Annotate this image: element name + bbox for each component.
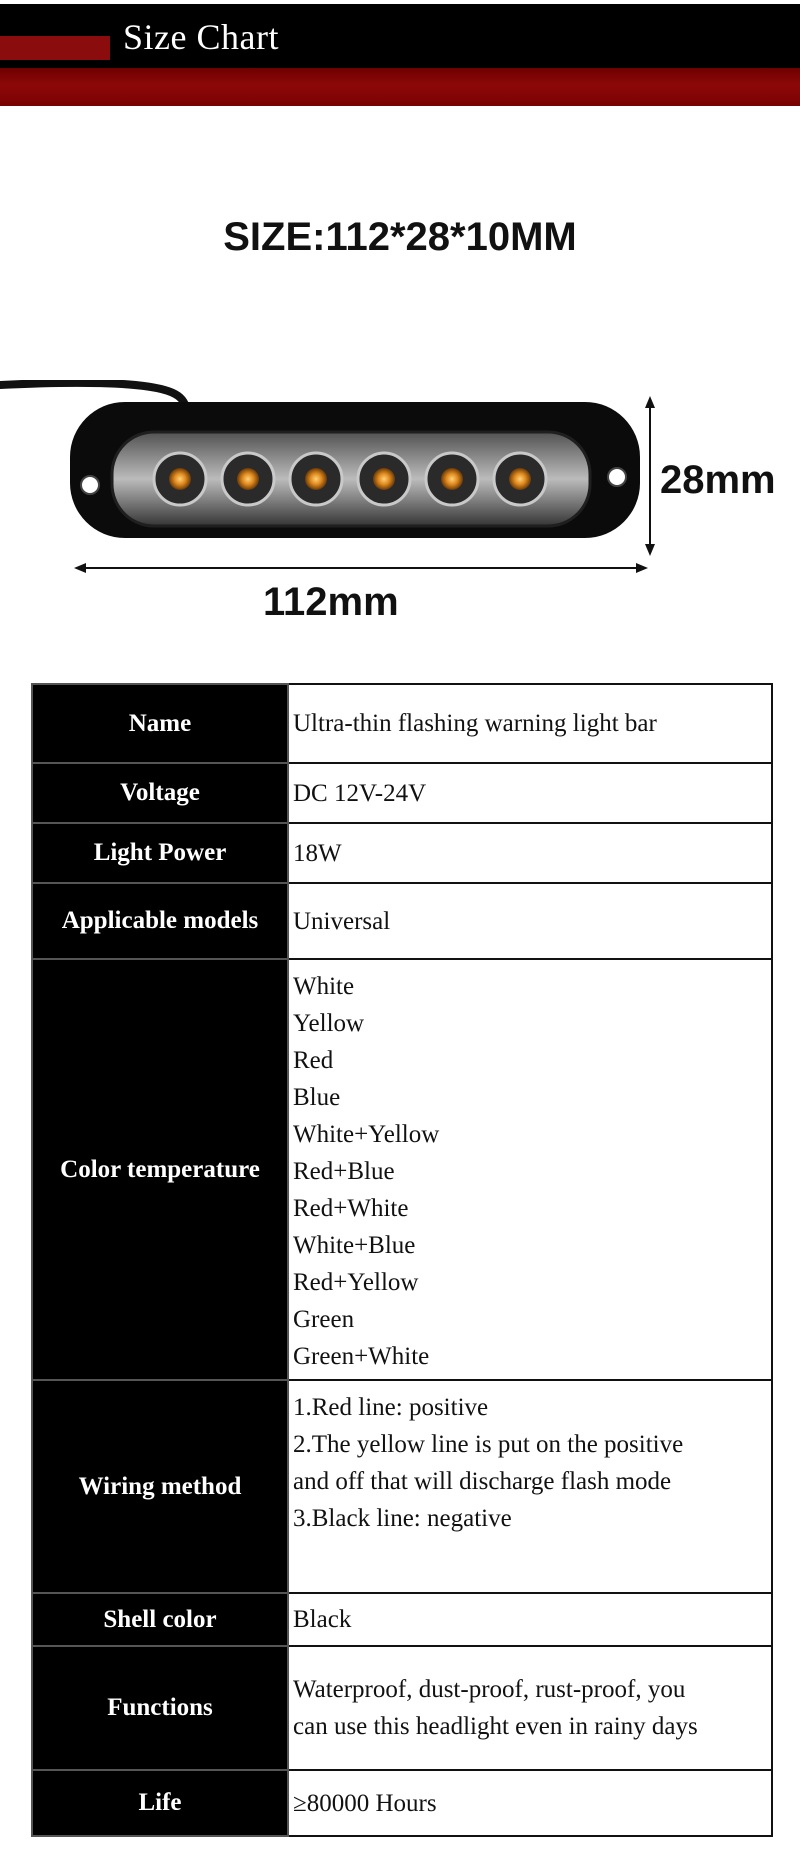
spec-value-line: Ultra-thin flashing warning light bar (293, 710, 657, 737)
spec-value-line: Green (293, 1306, 355, 1333)
spec-row-applicable-models (32, 883, 772, 959)
spec-value-line: Black (293, 1606, 352, 1633)
spec-value (288, 1380, 772, 1593)
spec-value-line: 18W (293, 839, 342, 867)
spec-label: Color temperature (32, 959, 288, 1380)
spec-row-functions (32, 1646, 772, 1770)
spec-value-line: Universal (293, 907, 391, 935)
spec-label: Applicable models (32, 883, 288, 959)
spec-value-line: Red+Blue (293, 1158, 395, 1185)
led-chip (305, 468, 327, 490)
spec-value (288, 1646, 772, 1770)
header-banner (0, 0, 800, 106)
spec-label: Name (32, 684, 288, 763)
spec-value (288, 1593, 772, 1646)
spec-value (288, 1770, 772, 1836)
size-heading: SIZE:112*28*10MM (223, 215, 577, 259)
spec-value (288, 883, 772, 959)
spec-row-shell-color (32, 1593, 772, 1646)
mounting-hole-right (608, 468, 626, 486)
spec-table (31, 683, 773, 1837)
spec-value-line: ≥80000 Hours (293, 1789, 437, 1817)
banner-red-band (0, 68, 800, 106)
spec-label: Shell color (32, 1593, 288, 1646)
spec-value-line: White+Yellow (293, 1121, 440, 1148)
spec-value-line: White (293, 973, 355, 1000)
spec-value (288, 823, 772, 883)
spec-row-wiring-method (32, 1380, 772, 1593)
height-dimension-label: 28mm (660, 458, 776, 502)
banner-title: Size Chart (123, 17, 279, 57)
banner-red-accent (0, 36, 110, 60)
spec-value-line: Waterproof, dust-proof, rust-proof, you (293, 1676, 686, 1703)
spec-value-line: and off that will discharge flash mode (293, 1468, 672, 1495)
spec-value-line: DC 12V-24V (293, 779, 427, 807)
spec-value-line: White+Blue (293, 1232, 416, 1259)
banner-black-band (0, 4, 800, 68)
width-dimension-label: 112mm (263, 580, 399, 624)
spec-row-color-temperature (32, 959, 772, 1380)
led-chip (441, 468, 463, 490)
spec-value-line: 3.Black line: negative (293, 1505, 512, 1532)
spec-value-line: can use this headlight even in rainy days (293, 1713, 698, 1740)
led-chip (509, 468, 531, 490)
spec-row-voltage (32, 763, 772, 823)
led-chip (373, 468, 395, 490)
mounting-hole-left (81, 476, 99, 494)
spec-value-line: Red+White (293, 1195, 409, 1222)
spec-row-name (32, 684, 772, 763)
spec-value-line: Blue (293, 1084, 341, 1111)
spec-label: Light Power (32, 823, 288, 883)
spec-label: Wiring method (32, 1380, 288, 1593)
spec-row-light-power (32, 823, 772, 883)
product-illustration (0, 380, 800, 640)
led-chip (169, 468, 191, 490)
spec-value-line: Yellow (293, 1010, 365, 1037)
spec-value-line: Green+White (293, 1343, 430, 1370)
spec-value (288, 684, 772, 763)
spec-label: Life (32, 1770, 288, 1836)
spec-value-line: Red (293, 1047, 334, 1074)
spec-value (288, 763, 772, 823)
spec-label: Voltage (32, 763, 288, 823)
spec-value-line: 1.Red line: positive (293, 1394, 489, 1421)
led-chip (237, 468, 259, 490)
spec-row-life (32, 1770, 772, 1836)
spec-value-line: 2.The yellow line is put on the positive (293, 1431, 684, 1458)
spec-value-line: Red+Yellow (293, 1269, 419, 1296)
spec-value (288, 959, 772, 1380)
spec-label: Functions (32, 1646, 288, 1770)
